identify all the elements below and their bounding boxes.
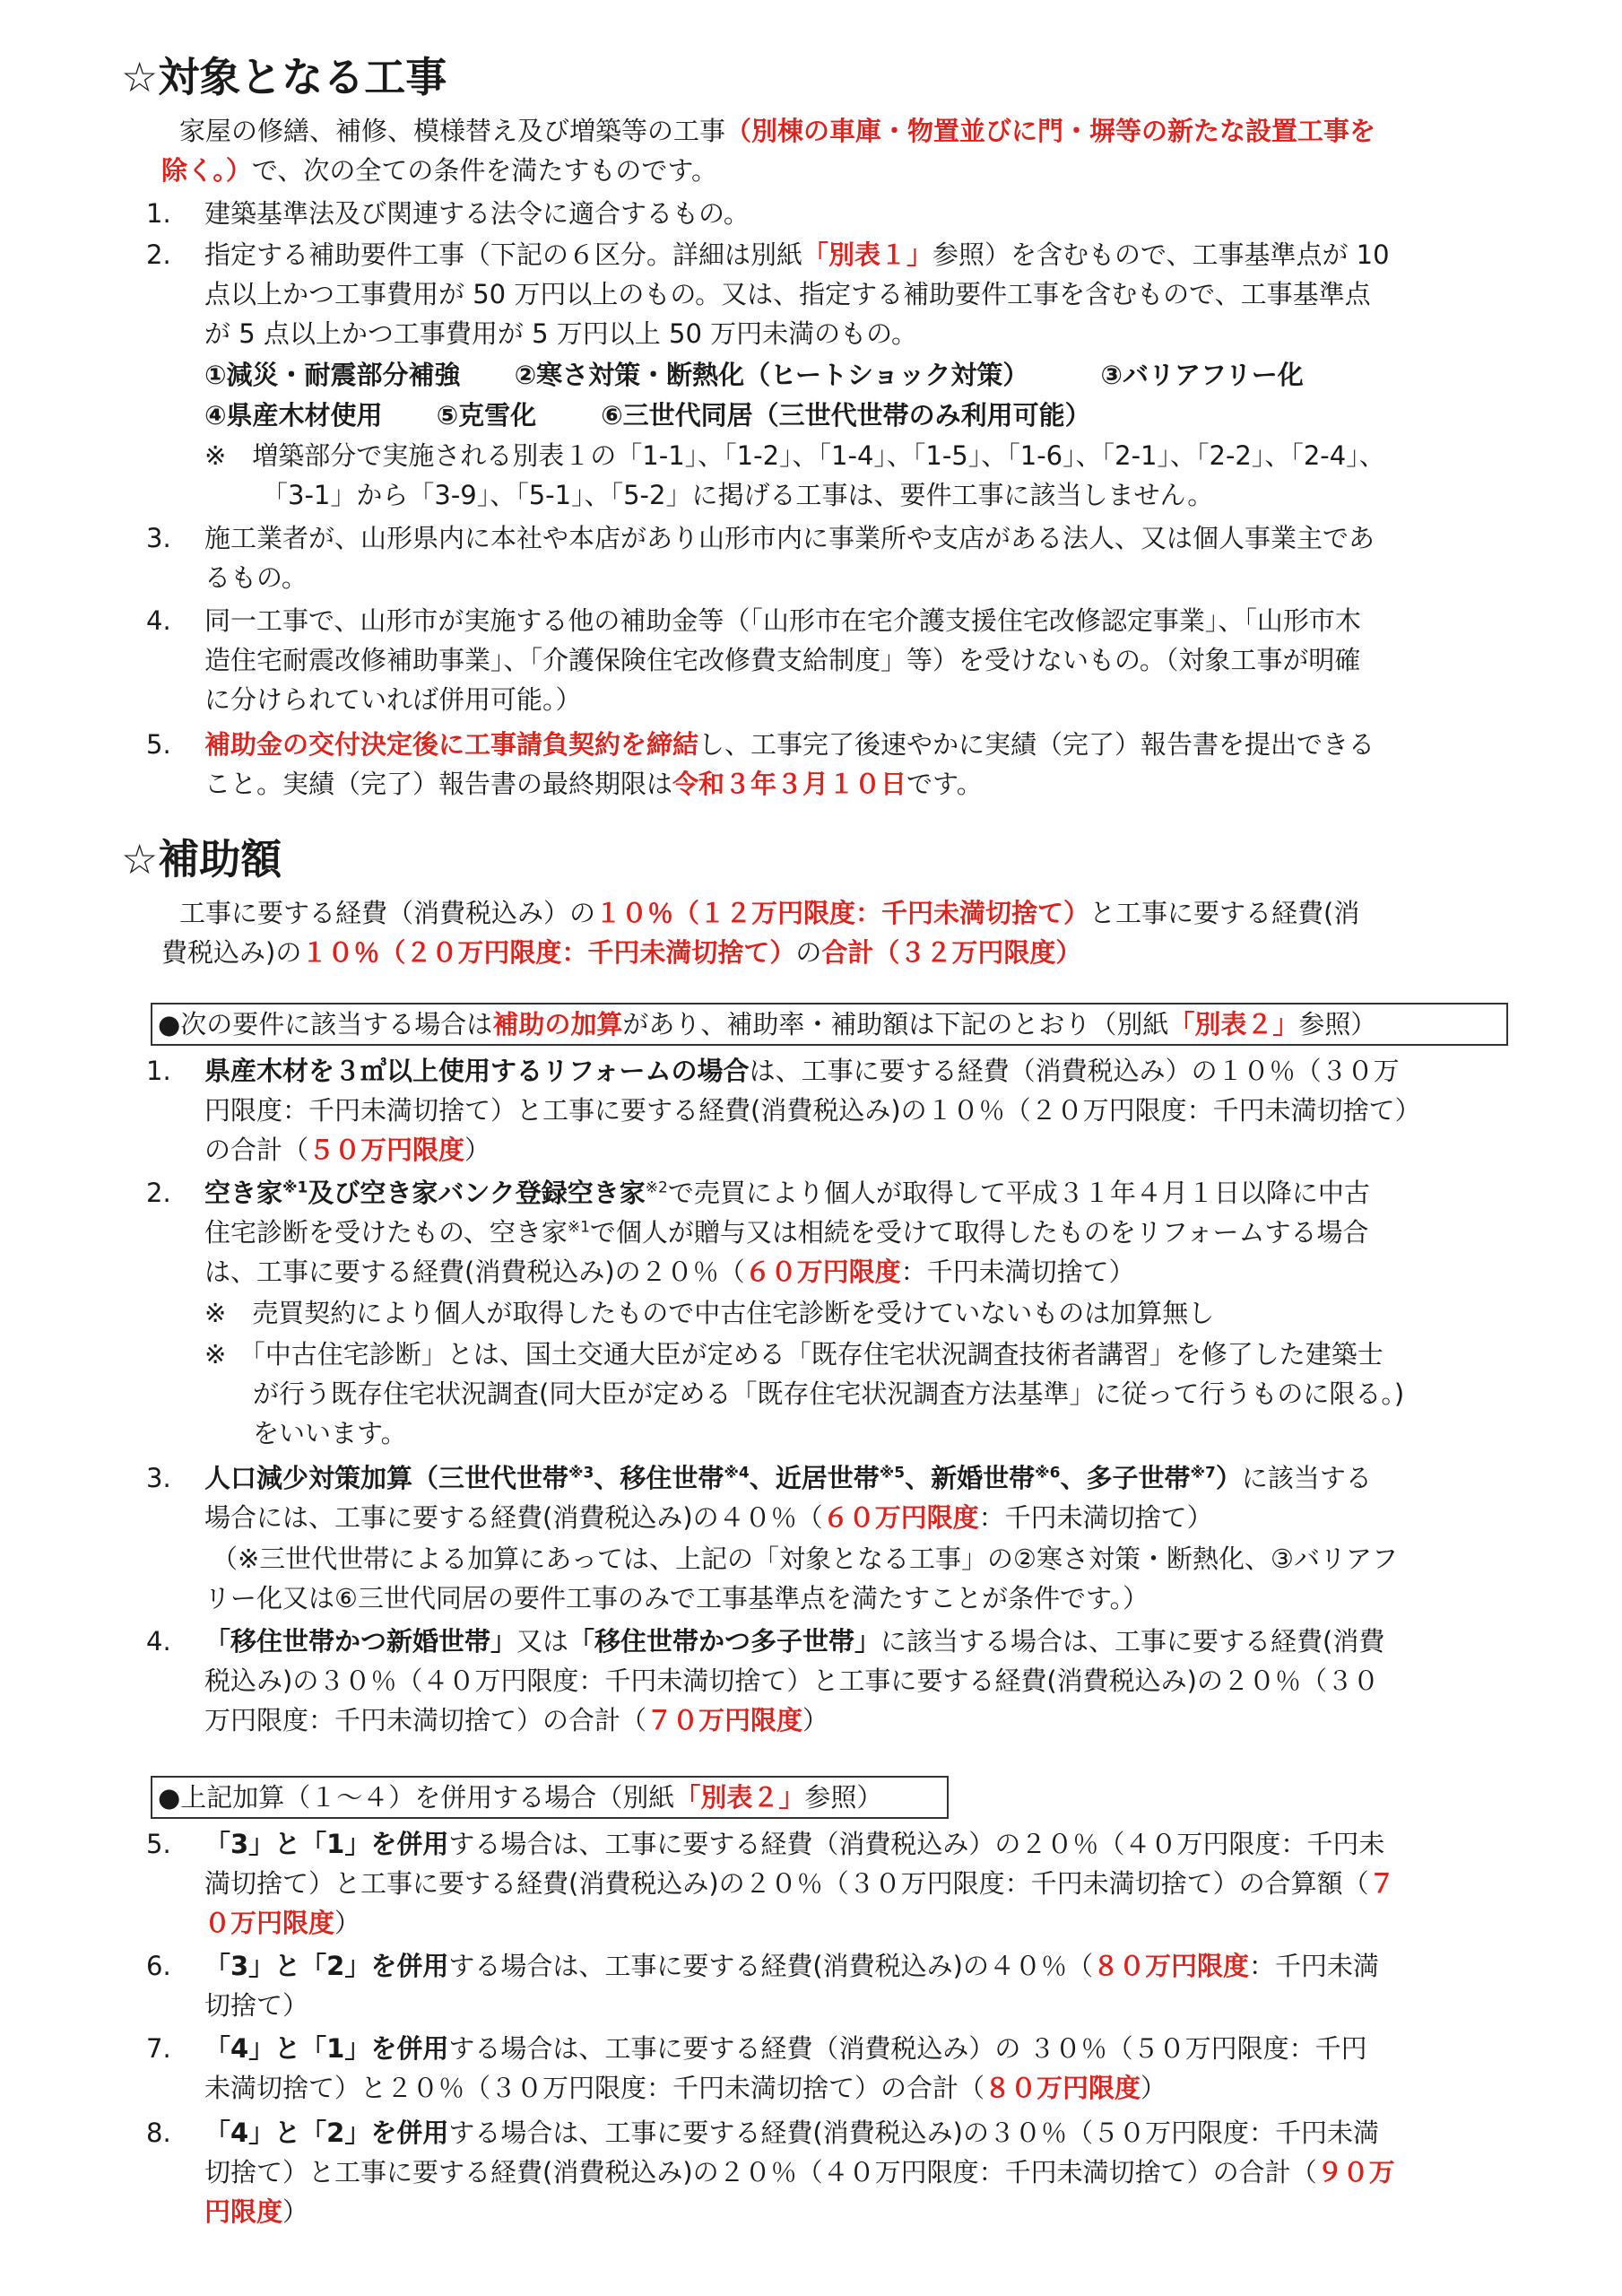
comb-7-line-1: 「4」と「1」を併用する場合は、工事に要する経費（消費税込み）の ３０％（５０万円限度：千円 — [204, 2033, 1367, 2064]
additional-subsidy-box-text: ●次の要件に該当する場合は補助の加算があり、補助率・補助額は下記のとおり（別紙「別表２」参照） — [158, 1009, 1377, 1039]
add-2-line-2: 住宅診断を受けたもの、空き家$^{※1}$で個人が贈与又は相続を受けて取得したものをリフォームする場合 — [204, 1217, 1369, 1248]
item-2-note-line-2: 「3-1」から「3-9」、「5-1」、「5-2」に掲げる工事は、要件工事に該当しません。 — [262, 480, 1214, 510]
intro-line-2: 除く。）で、次の全ての条件を満たすものです。 — [161, 155, 718, 186]
item-4-line-1: 同一工事で、山形市が実施する他の補助金等（「山形市在宅介護支援住宅改修認定事業」、「山形市木 — [204, 605, 1361, 636]
item-5-line-2: こと。実績（完了）報告書の最終期限は令和３年３月１０日です。 — [204, 769, 983, 799]
comb-8-line-3: 円限度） — [204, 2196, 309, 2227]
add-1-line-3: の合計（５０万円限度） — [204, 1135, 491, 1165]
comb-6-line-1: 「3」と「2」を併用する場合は、工事に要する経費(消費税込み)の４０％（８０万円限度：千円未満 — [204, 1951, 1380, 1981]
add-4-line-3: 万円限度：千円未満切捨て）の合計（７０万円限度） — [204, 1705, 829, 1735]
comb-5-line-1: 「3」と「1」を併用する場合は、工事に要する経費（消費税込み）の２０％（４０万円限度：千円未 — [204, 1829, 1385, 1859]
heading-subsidy-amount: ☆補助額 — [121, 835, 282, 883]
item-number: 2. — [146, 239, 171, 270]
item-number: 3. — [146, 1463, 171, 1493]
comb-5-line-2: 満切捨て）と工事に要する経費(消費税込み)の２０％（３０万円限度：千円未満切捨て）の合算額（７ — [204, 1868, 1395, 1899]
item-number: 1. — [146, 1056, 171, 1086]
item-1-text: 建築基準法及び関連する法令に適合するもの。 — [204, 198, 750, 229]
combination-box-text: ●上記加算（１～４）を併用する場合（別紙「別表２」参照） — [158, 1782, 883, 1813]
item-number: 5. — [146, 729, 171, 760]
add-3-note-line-1: （※三世代世帯による加算にあっては、上記の「対象となる工事」の②寒さ対策・断熱化、③バリアフ — [212, 1544, 1399, 1574]
item-number: 8. — [146, 2118, 171, 2148]
item-2-note-line-1: ※ 増築部分で実施される別表１の「1-1」、「1-2」、「1-4」、「1-5」、「1-6」、「2-1」、「2-2」、「2-4」、 — [204, 440, 1385, 471]
comb-8-line-2: 切捨て）と工事に要する経費(消費税込み)の２０％（４０万円限度：千円未満切捨て）の合計（９０万 — [204, 2157, 1395, 2187]
comb-5-line-3: ０万円限度） — [204, 1908, 361, 1938]
item-2-line-2: 点以上かつ工事費用が 50 万円以上のもの。又は、指定する補助要件工事を含むもので、工事基準点 — [204, 279, 1371, 309]
item-number: 5. — [146, 1829, 171, 1859]
item-number: 4. — [146, 1626, 171, 1657]
add-2-note-2-line-1: ※ 「中古住宅診断」とは、国土交通大臣が定める「既存住宅状況調査技術者講習」を修了した建築士 — [204, 1339, 1383, 1370]
item-5-line-1: 補助金の交付決定後に工事請負契約を締結し、工事完了後速やかに実績（完了）報告書を提出できる — [204, 729, 1375, 760]
add-3-line-1: 人口減少対策加算（三世代世帯$^{※3}$、移住世帯$^{※4}$、近居世帯$^{※5}$、新婚世帯$^{※6}$、多子世帯$^{※7}$）に該当する — [204, 1463, 1372, 1493]
add-4-line-2: 税込み)の３０％（４０万円限度：千円未満切捨て）と工事に要する経費(消費税込み)の２０％（３０ — [204, 1665, 1379, 1696]
add-1-line-2: 円限度：千円未満切捨て）と工事に要する経費(消費税込み)の１０％（２０万円限度：千円未満切捨て） — [204, 1095, 1421, 1126]
item-number: 6. — [146, 1951, 171, 1981]
intro-line-1: 家屋の修繕、補修、模様替え及び増築等の工事（別棟の車庫・物置並びに門・塀等の新たな設置工事を — [179, 116, 1376, 146]
category-list-row-1: ①減災・耐震部分補強 ②寒さ対策・断熱化（ヒートショック対策） ③バリアフリー化 — [204, 360, 1304, 390]
item-2-line-1: 指定する補助要件工事（下記の６区分。詳細は別紙「別表１」参照）を含むもので、工事基準点が 10 — [204, 239, 1390, 270]
category-list-row-2: ④県産木材使用 ⑤克雪化 ⑥三世代同居（三世代世帯のみ利用可能） — [204, 400, 1091, 430]
add-3-line-2: 場合には、工事に要する経費(消費税込み)の４０％（６０万円限度：千円未満切捨て） — [204, 1502, 1213, 1533]
item-number: 7. — [146, 2033, 171, 2064]
subsidy-line-2: 費税込み)の１０％（２０万円限度：千円未満切捨て）の合計（３２万円限度） — [161, 937, 1082, 968]
heading-target-works: ☆対象となる工事 — [121, 53, 447, 101]
item-number: 3. — [146, 523, 171, 553]
comb-6-line-2: 切捨て） — [204, 1990, 309, 2021]
add-4-line-1: 「移住世帯かつ新婚世帯」又は「移住世帯かつ多子世帯」に該当する場合は、工事に要する経費(消費 — [204, 1626, 1385, 1657]
subsidy-line-1: 工事に要する経費（消費税込み）の１０％（１２万円限度：千円未満切捨て）と工事に要する経費(消 — [179, 898, 1360, 928]
item-number: 1. — [146, 198, 171, 229]
item-4-line-2: 造住宅耐震改修補助事業」、「介護保険住宅改修費支給制度」等）を受けないもの。（対象工事が明確 — [204, 645, 1361, 675]
item-3-line-1: 施工業者が、山形県内に本社や本店があり山形市内に事業所や支店がある法人、又は個人事業主であ — [204, 523, 1375, 553]
comb-7-line-2: 未満切捨て）と２０％（３０万円限度：千円未満切捨て）の合計（８０万円限度） — [204, 2073, 1167, 2103]
add-2-line-3: は、工事に要する経費(消費税込み)の２０％（６０万円限度：千円未満切捨て） — [204, 1257, 1135, 1287]
add-3-note-line-2: リー化又は⑥三世代同居の要件工事のみで工事基準点を満たすことが条件です。） — [204, 1583, 1149, 1613]
add-2-note-1: ※ 売買契約により個人が取得したもので中古住宅診断を受けていないものは加算無し — [204, 1298, 1215, 1328]
item-2-line-3: が 5 点以上かつ工事費用が 5 万円以上 50 万円未満のもの。 — [204, 318, 917, 349]
item-4-line-3: に分けられていれば併用可能。） — [204, 684, 582, 715]
add-2-note-2-line-3: をいいます。 — [253, 1418, 407, 1448]
item-3-line-2: るもの。 — [204, 562, 308, 593]
add-2-line-1: 空き家$^{※1}$及び空き家バンク登録空き家$^{※2}$で売買により個人が取得して平成３１年４月１日以降に中古 — [204, 1178, 1370, 1208]
add-1-line-1: 県産木材を３㎥以上使用するリフォームの場合は、工事に要する経費（消費税込み）の１０％（３０万 — [204, 1056, 1400, 1086]
item-number: 2. — [146, 1178, 171, 1208]
add-2-note-2-line-2: が行う既存住宅状況調査(同大臣が定める「既存住宅状況調査方法基準」に従って行うものに限る。) — [253, 1378, 1405, 1409]
comb-8-line-1: 「4」と「2」を併用する場合は、工事に要する経費(消費税込み)の３０％（５０万円限度：千円未満 — [204, 2118, 1379, 2148]
item-number: 4. — [146, 605, 171, 636]
